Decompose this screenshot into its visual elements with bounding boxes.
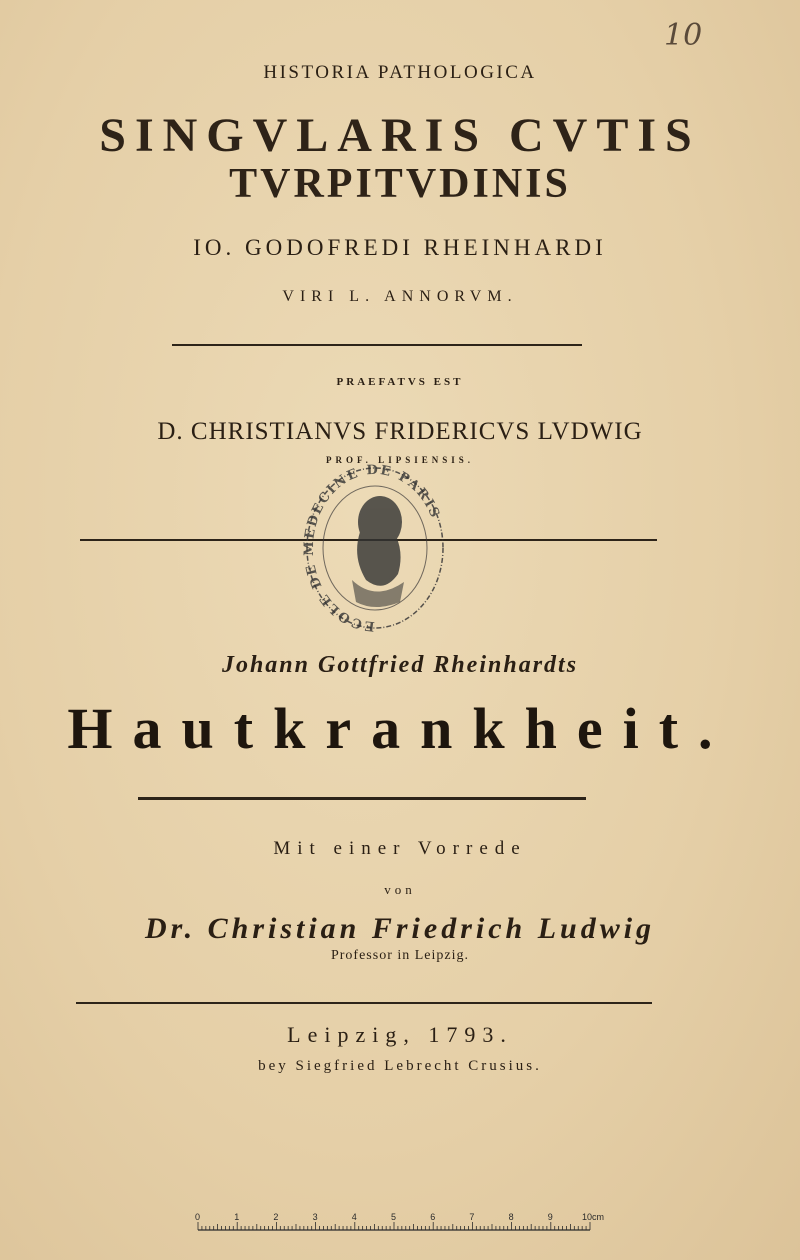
- divider-rule: [172, 344, 582, 346]
- seal-ring-text: ECOLE DE MEDECINE DE PARIS: [302, 462, 443, 634]
- scale-bar: [190, 1208, 620, 1238]
- title-singularis: SINGVLARIS CVTIS: [99, 109, 701, 162]
- author-age: VIRI L. ANNORVM.: [282, 288, 518, 305]
- prof-line: PROF. LIPSIENSIS.: [326, 455, 474, 465]
- scale-label: 10cm: [582, 1212, 605, 1222]
- author-german: Johann Gottfried Rheinhardts: [221, 652, 579, 678]
- publisher-line: bey Siegfried Lebrecht Crusius.: [258, 1058, 542, 1074]
- vorrede-line: Mit einer Vorrede: [273, 838, 527, 859]
- scale-label: 4: [351, 1212, 357, 1222]
- ludwig-german: Dr. Christian Friedrich Ludwig: [144, 912, 656, 945]
- title-historia: HISTORIA PATHOLOGICA: [263, 62, 537, 83]
- professor-line: Professor in Leipzig.: [330, 948, 470, 963]
- place-year: Leipzig, 1793.: [287, 1022, 513, 1047]
- scale-label: 2: [273, 1212, 279, 1222]
- title-hautkrankheit: Hautkrankheit.: [67, 696, 733, 761]
- library-seal-icon: [300, 462, 450, 640]
- praefatus-line: PRAEFATVS EST: [336, 376, 464, 388]
- ludwig-latin: D. CHRISTIANVS FRIDERICVS LVDWIG: [157, 418, 643, 445]
- divider-rule: [138, 797, 586, 800]
- scale-label: 7: [469, 1212, 475, 1222]
- divider-rule: [76, 1002, 652, 1004]
- title-turpitudinis: TVRPITVDINIS: [229, 161, 571, 207]
- von-line: von: [384, 882, 416, 897]
- handwritten-number: 10: [664, 18, 703, 53]
- scale-label: 1: [234, 1212, 240, 1222]
- scale-label: 0: [195, 1212, 201, 1222]
- scale-label: 5: [391, 1212, 397, 1222]
- author-latin: IO. GODOFREDI RHEINHARDI: [193, 235, 607, 260]
- scale-label: 3: [312, 1212, 318, 1222]
- scale-label: 8: [508, 1212, 514, 1222]
- scale-label: 6: [430, 1212, 436, 1222]
- scale-label: 9: [547, 1212, 553, 1222]
